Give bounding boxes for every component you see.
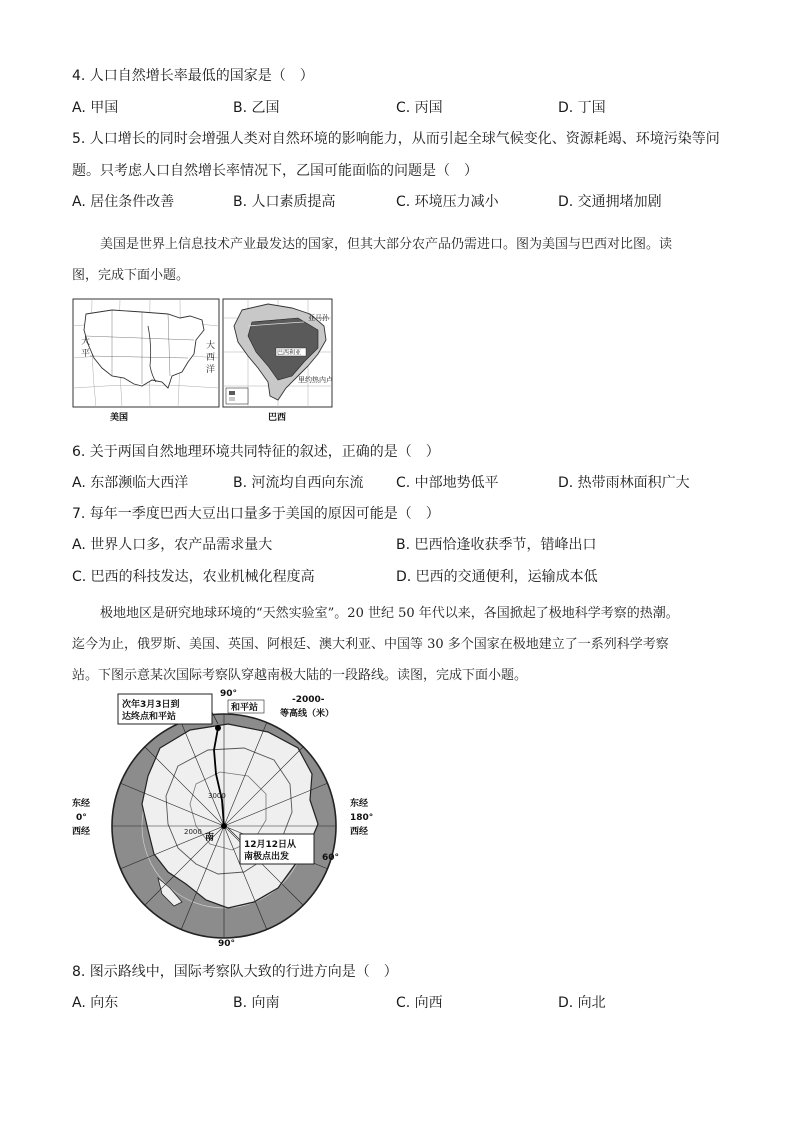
passage1-line2: 图，完成下面小题。 [72, 268, 190, 283]
left-longitude-line2: 0° [76, 813, 87, 823]
q7-stem: 7. 每年一季度巴西大豆出口量多于美国的原因可能是（ ） [72, 506, 440, 522]
q5-option-b: B. 人口素质提高 [233, 194, 336, 210]
q5-stem-line1: 5. 人口增长的同时会增强人类对自然环境的影响能力，从而引起全球气候变化、资源耗竭、环境污染等问 [72, 131, 720, 147]
usa-ocean-right-3: 洋 [206, 365, 216, 375]
departure-label-line1: 12月12日从 [244, 840, 297, 850]
bottom-longitude-label: 90° [218, 939, 236, 949]
q6-stem: 6. 关于两国自然地理环境共同特征的叙述，正确的是（ ） [72, 444, 440, 460]
right-longitude-line2: 180° [350, 813, 374, 823]
q6-option-d: D. 热带雨林面积广大 [558, 475, 690, 491]
contour-legend-line2: 等高线（米） [280, 709, 335, 719]
south-pole-label: 南 [205, 833, 215, 843]
brazil-port-label: 里约热内卢 [298, 376, 333, 384]
q5-option-c: C. 环境压力减小 [396, 194, 499, 210]
q4-option-d: D. 丁国 [558, 100, 606, 116]
brazil-capital-label: 巴西利亚 [277, 349, 302, 357]
q6-option-a: A. 东部濒临大西洋 [72, 475, 189, 491]
q4-stem: 4. 人口自然增长率最低的国家是（ ） [72, 68, 314, 84]
arrival-label-line1: 次年3月3日到 [122, 700, 180, 710]
usa-caption: 美国 [110, 413, 129, 423]
usa-ocean-left-2: 平 [81, 349, 91, 359]
usa-map-panel [73, 299, 219, 423]
q6-option-c: C. 中部地势低平 [396, 475, 499, 491]
latitude-60-label: 60° [322, 853, 340, 863]
south-pole-marker [221, 823, 227, 829]
usa-ocean-left-1: 大 [81, 337, 91, 347]
usa-brazil-map [72, 296, 334, 424]
left-longitude-line3: 西经 [72, 827, 91, 837]
q8-option-c: C. 向西 [396, 995, 443, 1011]
q5-option-a: A. 居住条件改善 [72, 194, 175, 210]
contour-legend-line1: -2000- [292, 695, 325, 705]
q8-option-a: A. 向东 [72, 995, 119, 1011]
brazil-caption: 巴西 [268, 413, 287, 423]
usa-ocean-right-2: 西 [206, 353, 216, 363]
passage2-line3: 站。下图示意某次国际考察队穿越南极大陆的一段路线。读图，完成下面小题。 [72, 668, 528, 683]
contour-value-2000: 2000 [184, 828, 202, 836]
right-longitude-line1: 东经 [350, 799, 369, 809]
left-longitude-line1: 东经 [72, 799, 91, 809]
q7-option-b: B. 巴西恰逢收获季节，错峰出口 [396, 537, 597, 553]
top-longitude-label: 90° [220, 689, 238, 699]
departure-label-line2: 南极点出发 [244, 852, 290, 862]
arrival-label-line2: 达终点和平站 [122, 712, 177, 722]
q7-option-a: A. 世界人口多，农产品需求量大 [72, 537, 273, 553]
q4-option-b: B. 乙国 [233, 100, 280, 116]
right-longitude-line3: 西经 [350, 827, 369, 837]
station-label: 和平站 [231, 703, 259, 713]
q8-option-d: D. 向北 [558, 995, 606, 1011]
antarctica-route-map [68, 688, 374, 950]
passage1-line1: 美国是世界上信息技术产业最发达的国家，但其大部分农产品仍需进口。图为美国与巴西对比图。读 [100, 237, 673, 252]
passage2-line2: 迄今为止，俄罗斯、美国、英国、阿根廷、澳大利亚、中国等 30 多个国家在极地建立了一系列科学考察 [72, 637, 669, 652]
q5-stem-line2: 题。只考虑人口自然增长率情况下，乙国可能面临的问题是（ ） [72, 163, 478, 179]
q4-option-c: C. 丙国 [396, 100, 443, 116]
brazil-legend-box [226, 388, 248, 404]
passage-usa-brazil [72, 229, 732, 291]
q8-stem: 8. 图示路线中，国际考察队大致的行进方向是（ ） [72, 964, 398, 980]
q7-option-c: C. 巴西的科技发达，农业机械化程度高 [72, 569, 315, 585]
q7-option-d: D. 巴西的交通便利，运输成本低 [396, 569, 598, 585]
brazil-amazon-label: 亚马孙 [308, 314, 329, 322]
mirny-station-marker [215, 725, 221, 731]
passage2-line1: 极地地区是研究地球环境的“天然实验室”。20 世纪 50 年代以来，各国掀起了极地科学考察的热潮。 [100, 606, 679, 621]
q5-option-d: D. 交通拥堵加剧 [558, 194, 662, 210]
contour-value-3000: 3000 [208, 792, 226, 800]
passage-antarctic [72, 598, 732, 691]
q4-option-a: A. 甲国 [72, 100, 119, 116]
usa-ocean-right-1: 大 [206, 341, 216, 351]
brazil-map-panel [223, 299, 333, 423]
q6-option-b: B. 河流均自西向东流 [233, 475, 364, 491]
q8-option-b: B. 向南 [233, 995, 280, 1011]
